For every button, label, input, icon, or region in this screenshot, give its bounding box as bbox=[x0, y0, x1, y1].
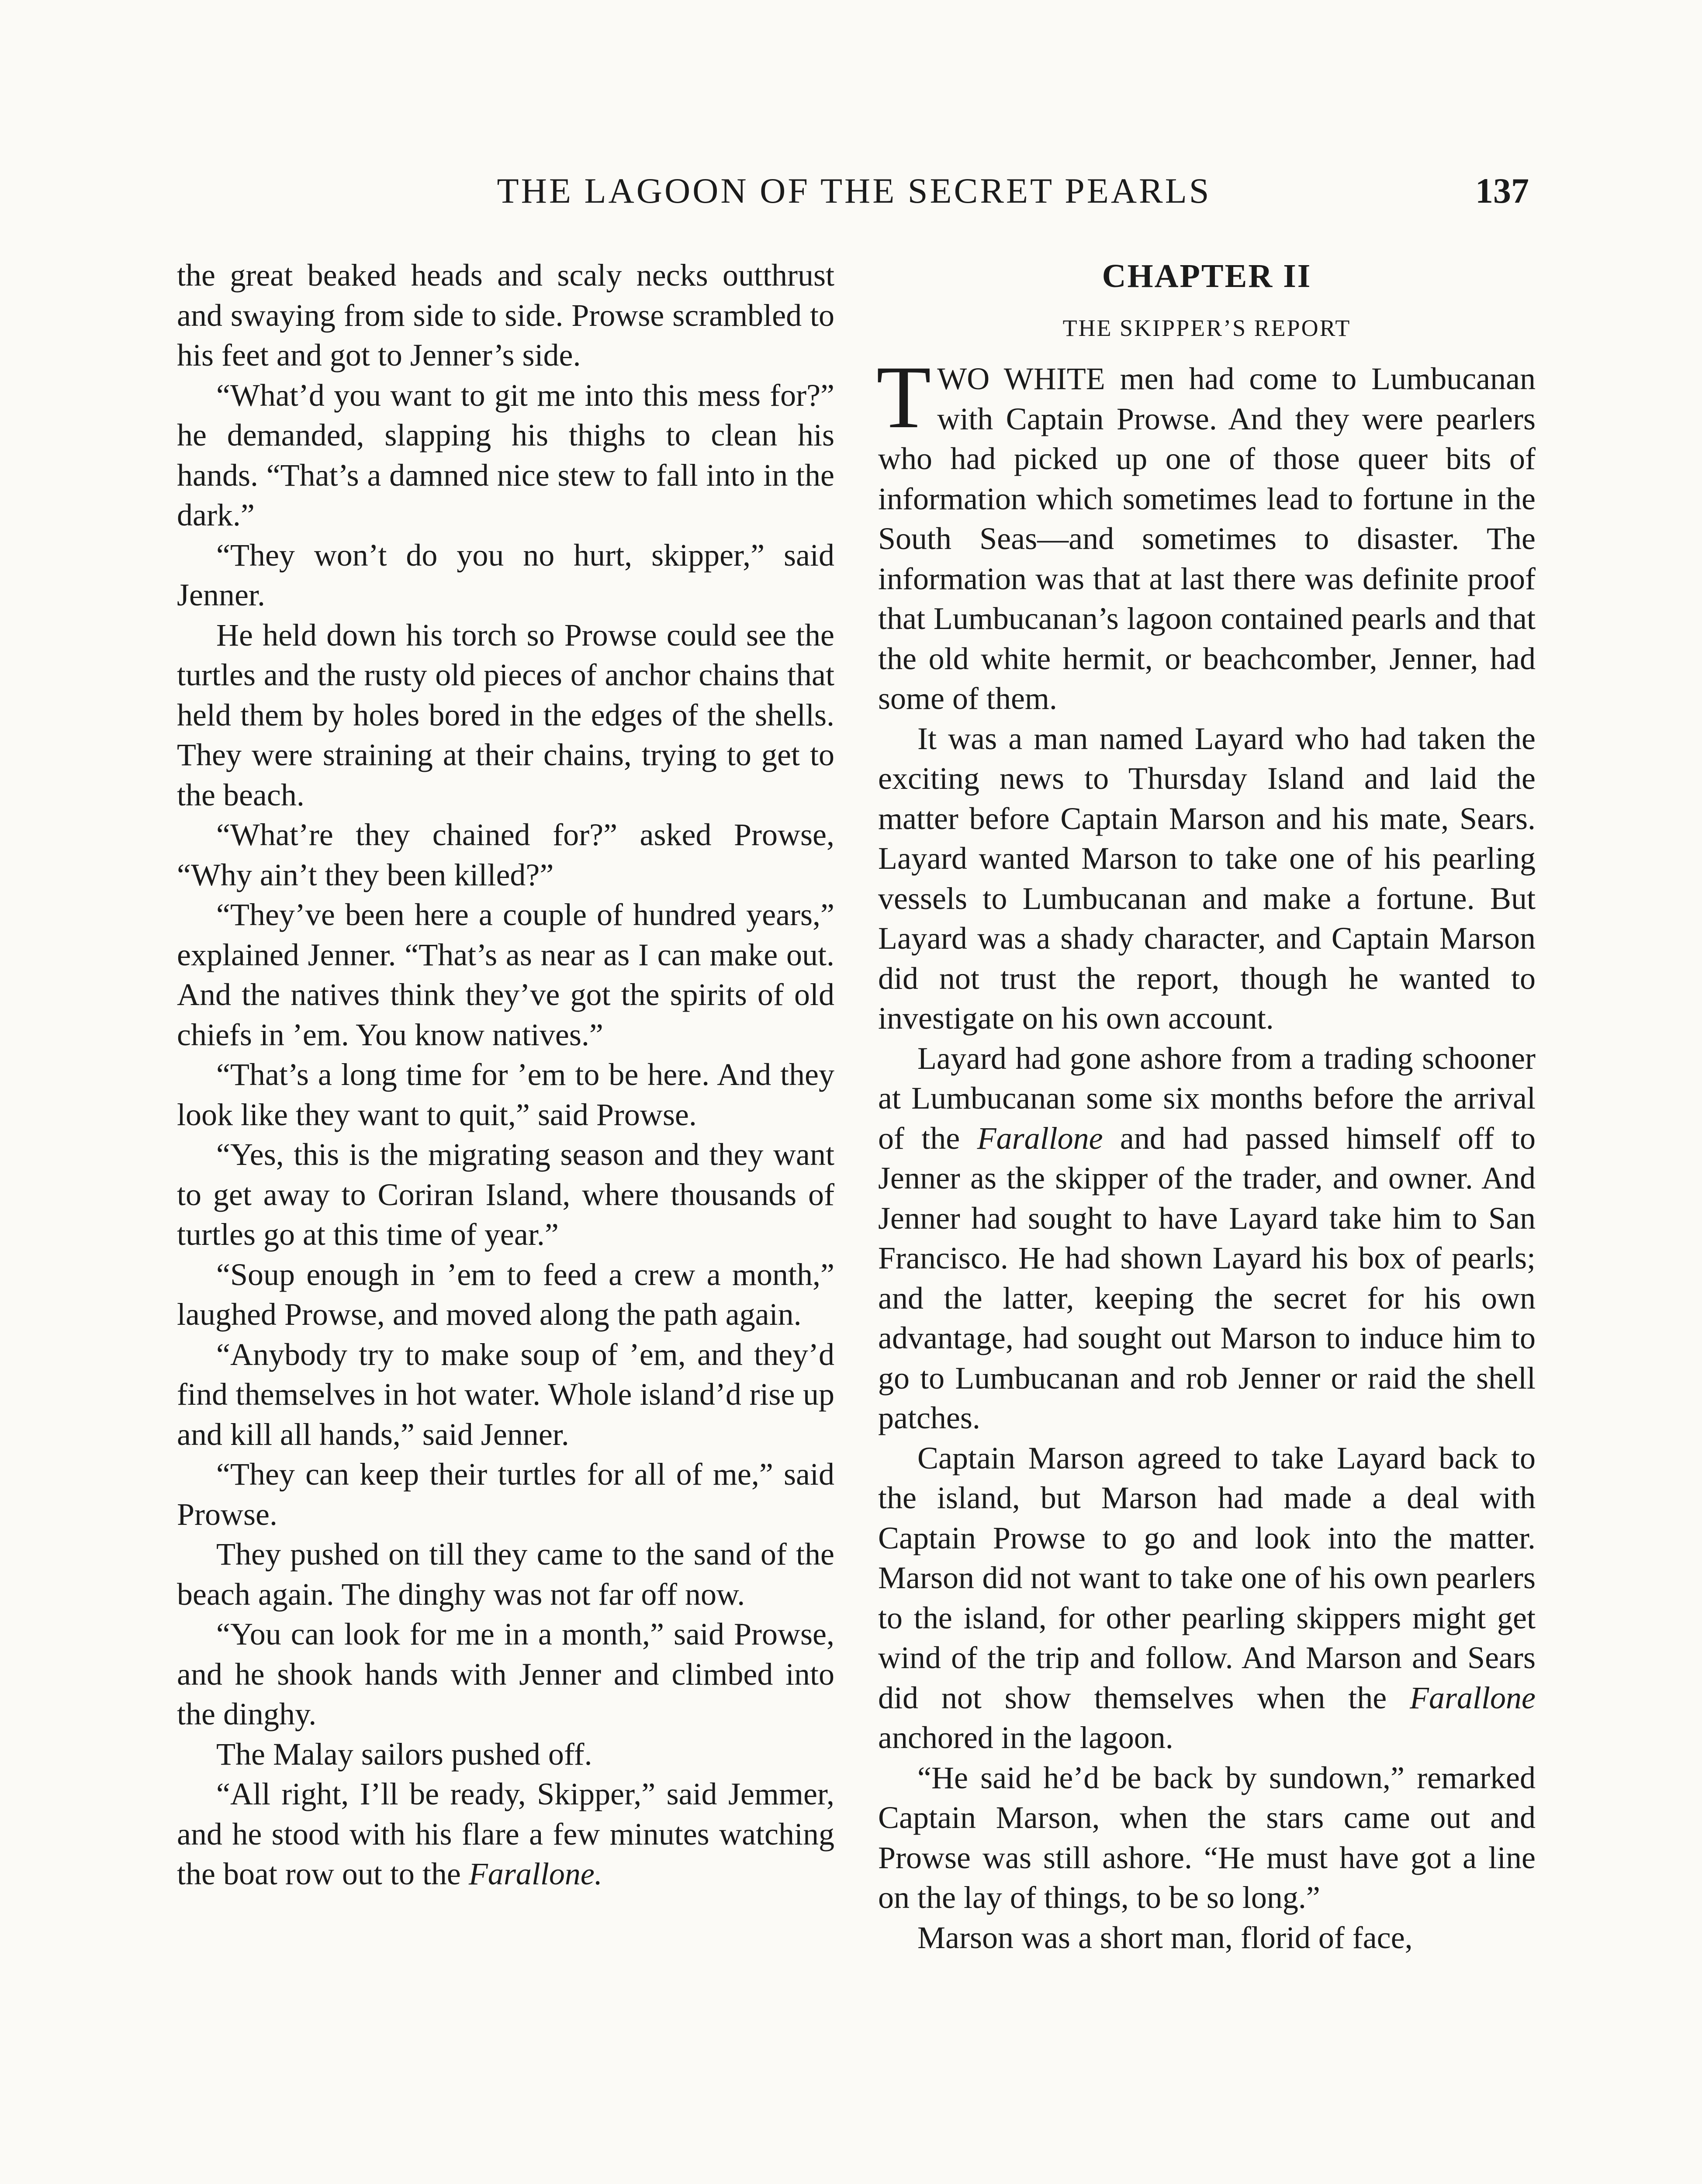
running-title: THE LAGOON OF THE SECRET PEARLS bbox=[497, 171, 1211, 211]
paragraph: “Yes, this is the migrating season and they want to get away to Coriran Island, where thousands of turtles go at this time of year.” bbox=[177, 1137, 834, 1252]
paragraph bbox=[878, 1039, 1536, 1438]
paragraph-text: Layard had gone ashore from a trading schooner at Lumbucanan some six months before the arrival of the bbox=[878, 1040, 1536, 1156]
paragraph: “They’ve been here a couple of hundred years,” explained Jenner. “That’s as near as I can make out. And the natives think they’ve got the spirits of old chiefs in ’em. You know natives.” bbox=[177, 897, 834, 1052]
paragraph: The Malay sailors pushed off. bbox=[216, 1736, 592, 1772]
paragraph: Marson was a short man, florid of face, bbox=[917, 1920, 1413, 1955]
ship-name: Farallone bbox=[1410, 1680, 1536, 1715]
paragraph-text: and had passed himself off to Jenner as the skipper of the trader, and owner. And Jenner had sought to have Layard take him to San Francisco. He had shown Layard his box of pearls; and the latter, keeping the secret for his own advantage, had sought out Marson to induce him to go to Lumbucanan and rob Jenner or raid the shell patches. bbox=[878, 1120, 1536, 1435]
opening-text: men had come to Lumbucanan with Captain Prowse. And they were pearlers who had picked up one of those queer bits of information which sometimes lead to fortune in the South Seas—and sometimes to disaster. The information was that at last there was definite proof that Lumbucanan’s lagoon contained pearls and that the old white hermit, or beachcomber, Jenner, had some of them. bbox=[878, 361, 1536, 716]
paragraph: “He said he’d be back by sundown,” remarked Captain Marson, when the stars came out and Prowse was still ashore. “He must have got a line on the lay of things, to be so long.” bbox=[878, 1760, 1536, 1915]
paragraph bbox=[878, 1438, 1536, 1758]
paragraph: He held down his torch so Prowse could see the turtles and the rusty old pieces of anchor chains that held them by holes bored in the edges of the shells. They were straining at their chains, trying to get to the beach. bbox=[177, 617, 834, 812]
paragraph bbox=[177, 1774, 834, 1894]
right-column bbox=[878, 256, 1536, 1958]
paragraph-text: Captain Marson agreed to take Layard back to the island, but Marson had made a deal with Captain Prowse to go and look into the matter. Marson did not want to take one of his own pearlers to the island, for other pearling skippers might get wind of the trip and follow. And Marson and Sears did not show themselves when the bbox=[878, 1440, 1536, 1715]
drop-cap: T bbox=[876, 348, 931, 447]
paragraph: “They won’t do you no hurt, skipper,” said Jenner. bbox=[177, 537, 834, 612]
page-number: 137 bbox=[1475, 171, 1529, 211]
running-header bbox=[179, 170, 1529, 218]
ship-name: Farallone bbox=[977, 1120, 1103, 1156]
paragraph: It was a man named Layard who had taken the exciting news to Thursday Island and laid the matter before Captain Marson and his mate, Sears. Layard wanted Marson to take one of his pearling vessels to Lumbucanan and make a fortune. But Layard was a shady character, and Captain Marson did not trust the report, though he wanted to investigate on his own account. bbox=[878, 721, 1536, 1036]
paragraph: “They can keep their turtles for all of me,” said Prowse. bbox=[177, 1457, 834, 1532]
paragraph: “Anybody try to make soup of ’em, and they’d find themselves in hot water. Whole island’d rise up and kill all hands,” said Jenner. bbox=[177, 1337, 834, 1452]
paragraph: They pushed on till they came to the sand of the beach again. The dinghy was not far off now. bbox=[177, 1537, 834, 1612]
paragraph: “Soup enough in ’em to feed a crew a month,” laughed Prowse, and moved along the path again. bbox=[177, 1257, 834, 1332]
chapter-title: CHAPTER II bbox=[1102, 258, 1312, 294]
paragraph-text: “All right, I’ll be ready, Skipper,” said Jemmer, and he stood with his flare a few minutes watching the boat row out to the bbox=[177, 1776, 834, 1891]
ship-name: Farallone. bbox=[468, 1856, 602, 1891]
paragraph: “What’d you want to git me into this mess for?” he demanded, slapping his thighs to clean his hands. “That’s a damned nice stew to fall into in the dark.” bbox=[177, 377, 834, 532]
paragraph: “You can look for me in a month,” said Prowse, and he shook hands with Jenner and climbed into the dinghy. bbox=[177, 1617, 834, 1731]
left-column bbox=[177, 256, 834, 1894]
opening-paragraph bbox=[876, 348, 1536, 719]
paragraph: “That’s a long time for ’em to be here. And they look like they want to quit,” said Prowse. bbox=[177, 1057, 834, 1132]
paragraph-text: anchored in the lagoon. bbox=[878, 1720, 1173, 1755]
opening-lead: WO WHITE bbox=[937, 361, 1105, 396]
chapter-subtitle: THE SKIPPER’S REPORT bbox=[1062, 315, 1351, 341]
paragraph: “What’re they chained for?” asked Prowse, “Why ain’t they been killed?” bbox=[177, 817, 834, 892]
paragraph: the great beaked heads and scaly necks outthrust and swaying from side to side. Prowse scrambled to his feet and got to Jenner’s side. bbox=[177, 258, 834, 373]
